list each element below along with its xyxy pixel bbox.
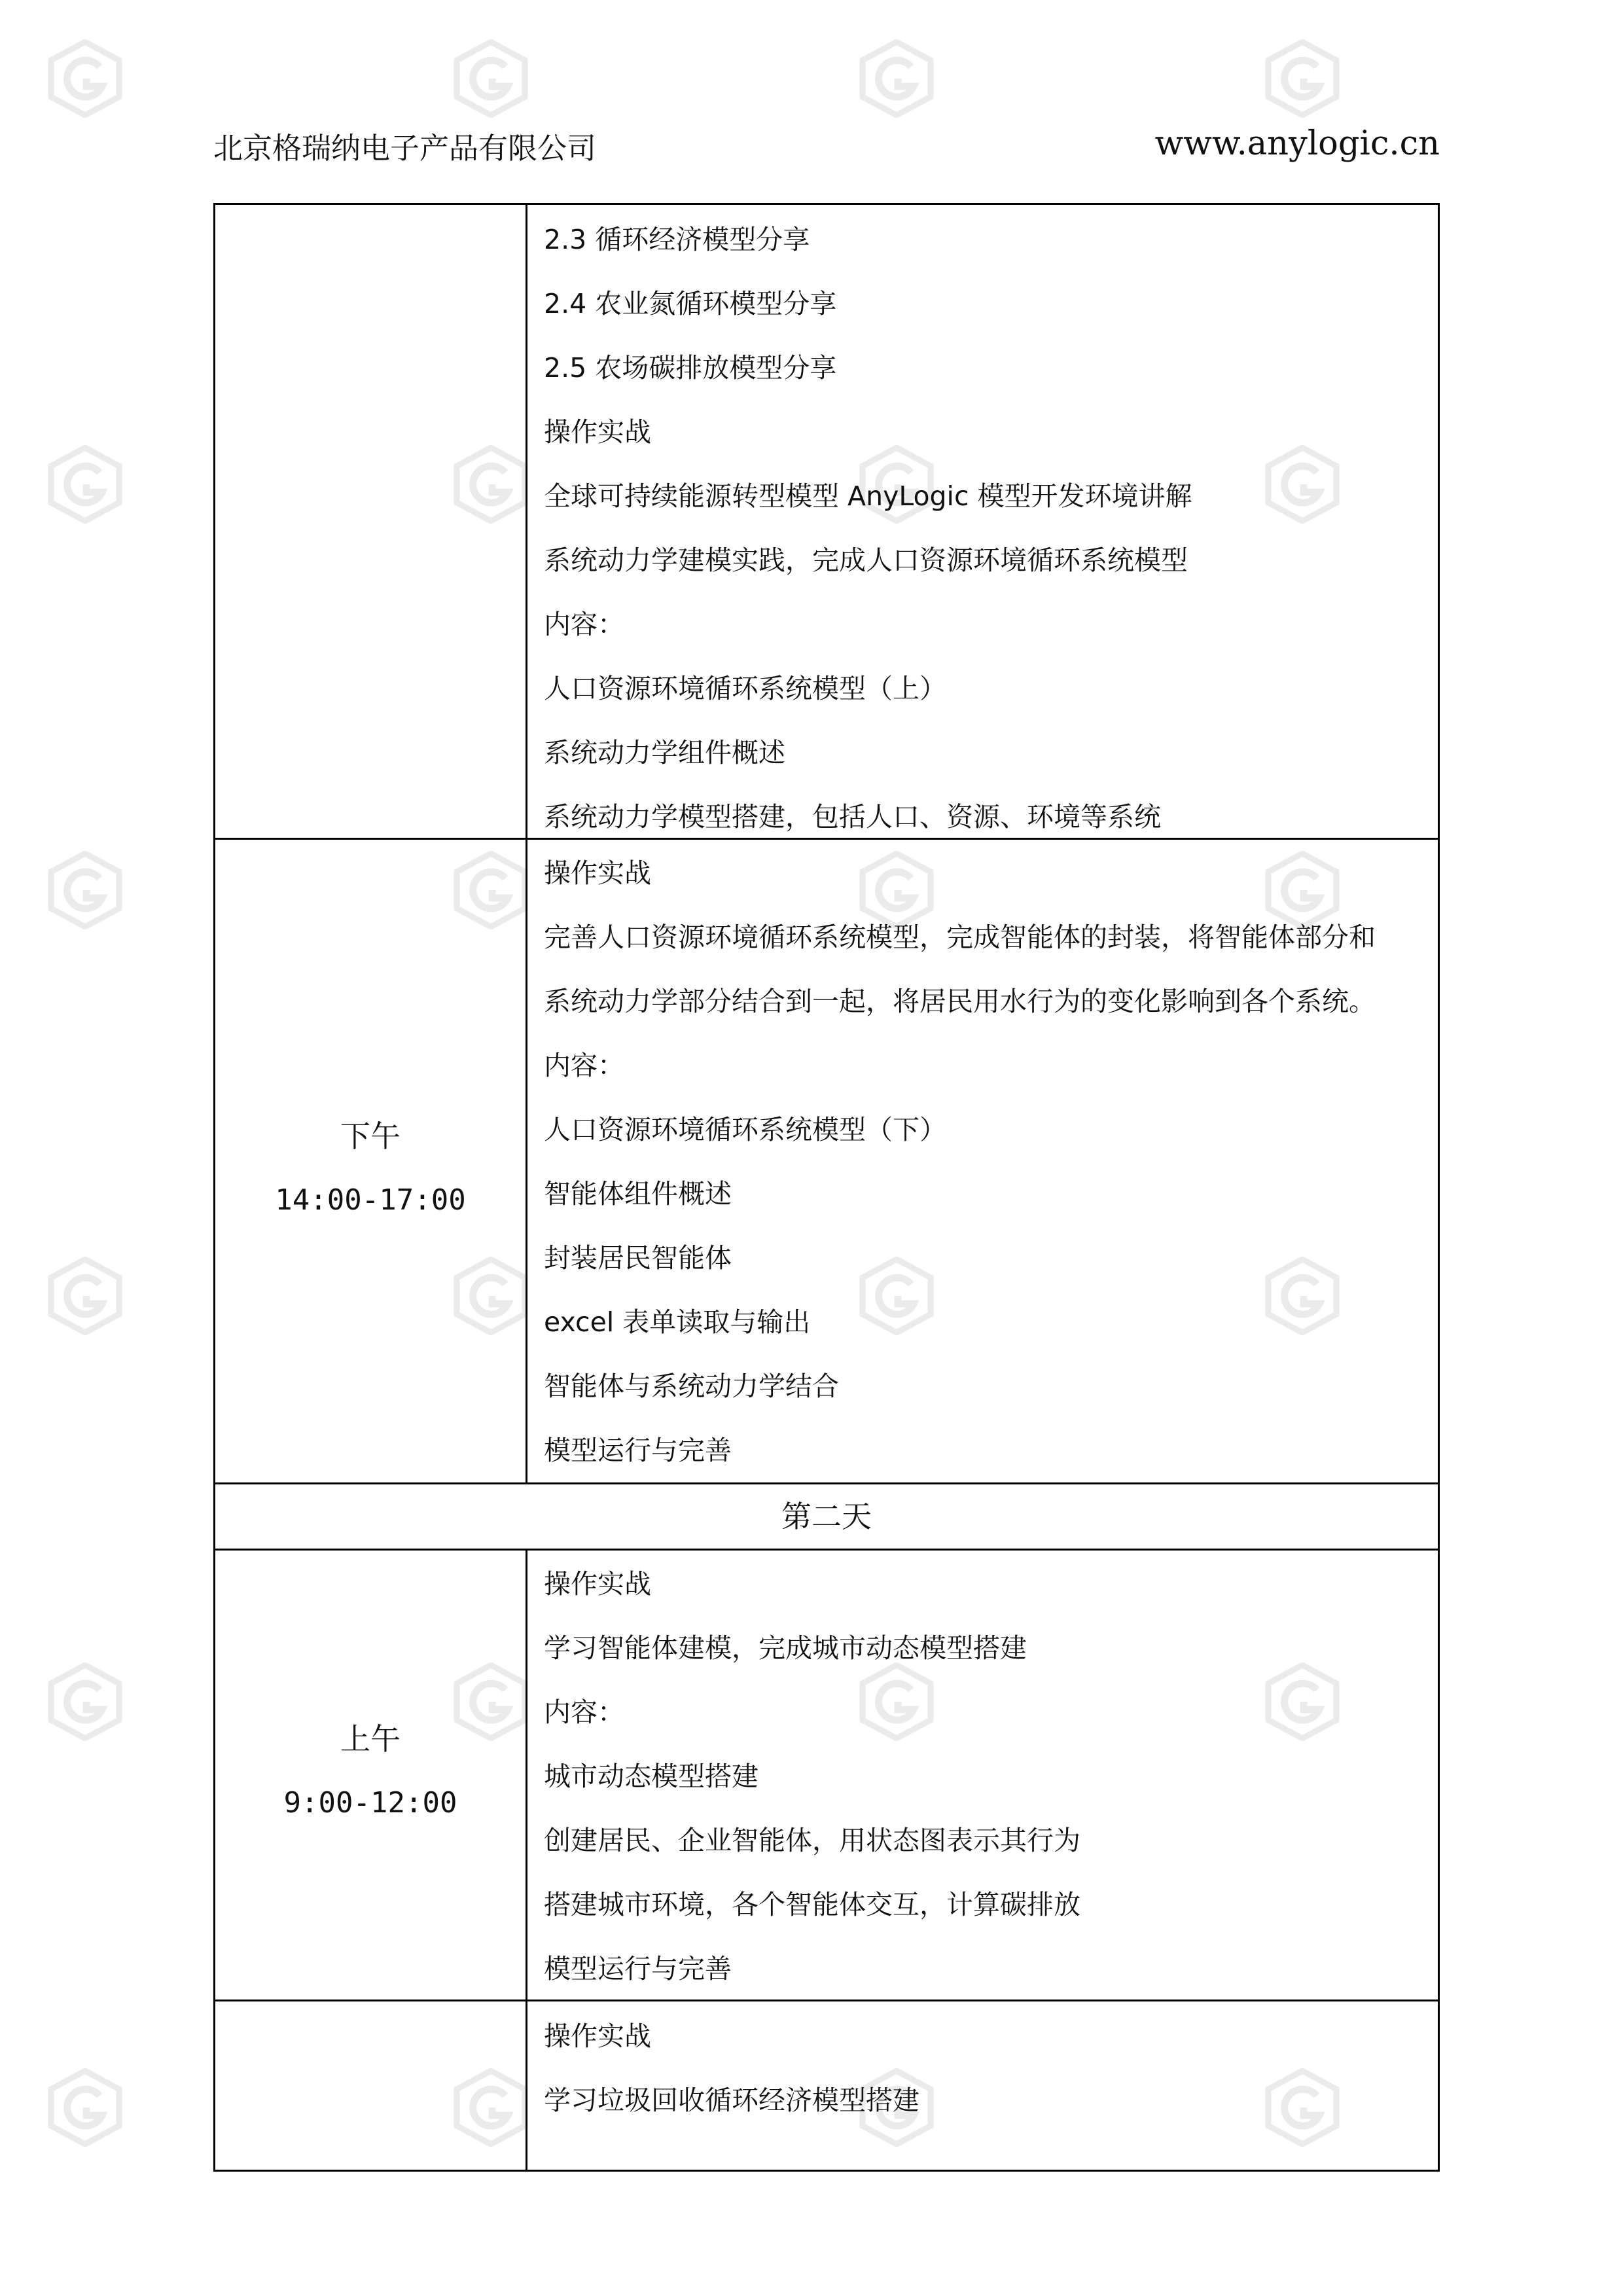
list-item: 操作实战 — [544, 857, 651, 889]
schedule-table — [213, 203, 1440, 2172]
time-cell — [215, 1551, 527, 2000]
list-item: 操作实战 — [544, 416, 651, 448]
watermark-logo-icon — [452, 39, 530, 118]
website-url: www.anylogic.cn — [1154, 124, 1440, 163]
watermark-logo-icon — [46, 445, 124, 524]
watermark-logo-icon — [46, 1662, 124, 1741]
time-range: 9:00-12:00 — [283, 1786, 457, 1820]
list-item: 2.5 农场碳排放模型分享 — [544, 352, 837, 384]
day-title: 第二天 — [781, 1499, 872, 1534]
watermark-logo-icon — [46, 1257, 124, 1335]
list-item: 学习智能体建模，完成城市动态模型搭建 — [544, 1632, 1027, 1664]
company-name: 北京格瑞纳电子产品有限公司 — [213, 131, 597, 166]
list-item: 智能体组件概述 — [544, 1178, 732, 1210]
list-item: 模型运行与完善 — [544, 1435, 732, 1466]
list-item: 2.4 农业氮循环模型分享 — [544, 288, 837, 319]
list-item: 内容： — [544, 1696, 624, 1728]
table-row — [215, 205, 1438, 838]
list-item: 系统动力学模型搭建，包括人口、资源、环境等系统 — [544, 801, 1161, 833]
table-row — [215, 2000, 1438, 2170]
table-row — [215, 838, 1438, 1482]
list-item: 2.3 循环经济模型分享 — [544, 224, 810, 255]
time-cell — [215, 205, 527, 838]
watermark-logo-icon — [46, 851, 124, 929]
watermark-logo-icon — [46, 39, 124, 118]
content-cell — [527, 205, 1438, 838]
time-cell — [215, 2001, 527, 2170]
list-item: 搭建城市环境，各个智能体交互，计算碳排放 — [544, 1889, 1080, 1920]
list-item: 操作实战 — [544, 1568, 651, 1600]
time-label: 上午 — [340, 1721, 401, 1757]
list-item: 模型运行与完善 — [544, 1953, 732, 1984]
list-item: 系统动力学部分结合到一起，将居民用水行为的变化影响到各个系统。 — [544, 986, 1376, 1017]
list-item: 城市动态模型搭建 — [544, 1761, 758, 1792]
list-item: excel 表单读取与输出 — [544, 1306, 811, 1338]
page-header — [213, 124, 1440, 177]
watermark-logo-icon — [1263, 39, 1342, 118]
list-item: 系统动力学建模实践，完成人口资源环境循环系统模型 — [544, 545, 1188, 576]
list-item: 操作实战 — [544, 2020, 651, 2052]
list-item: 完善人口资源环境循环系统模型，完成智能体的封装，将智能体部分和 — [544, 922, 1376, 953]
content-cell — [527, 2001, 1438, 2170]
table-row — [215, 1549, 1438, 2000]
list-item: 内容： — [544, 1050, 624, 1081]
time-range: 14:00-17:00 — [275, 1183, 466, 1217]
list-item: 智能体与系统动力学结合 — [544, 1371, 839, 1402]
time-cell — [215, 840, 527, 1482]
list-item: 人口资源环境循环系统模型（上） — [544, 673, 946, 704]
list-item: 学习垃圾回收循环经济模型搭建 — [544, 2085, 919, 2116]
list-item: 全球可持续能源转型模型 AnyLogic 模型开发环境讲解 — [544, 480, 1192, 512]
list-item: 内容： — [544, 609, 624, 640]
list-item: 封装居民智能体 — [544, 1242, 732, 1274]
watermark-logo-icon — [857, 39, 936, 118]
content-cell — [527, 840, 1438, 1482]
table-row-day-header — [215, 1482, 1438, 1549]
watermark-logo-icon — [46, 2068, 124, 2147]
content-cell — [527, 1551, 1438, 2000]
list-item: 系统动力学组件概述 — [544, 737, 785, 768]
time-label: 下午 — [340, 1119, 401, 1154]
list-item: 创建居民、企业智能体，用状态图表示其行为 — [544, 1825, 1080, 1856]
list-item: 人口资源环境循环系统模型（下） — [544, 1114, 946, 1145]
